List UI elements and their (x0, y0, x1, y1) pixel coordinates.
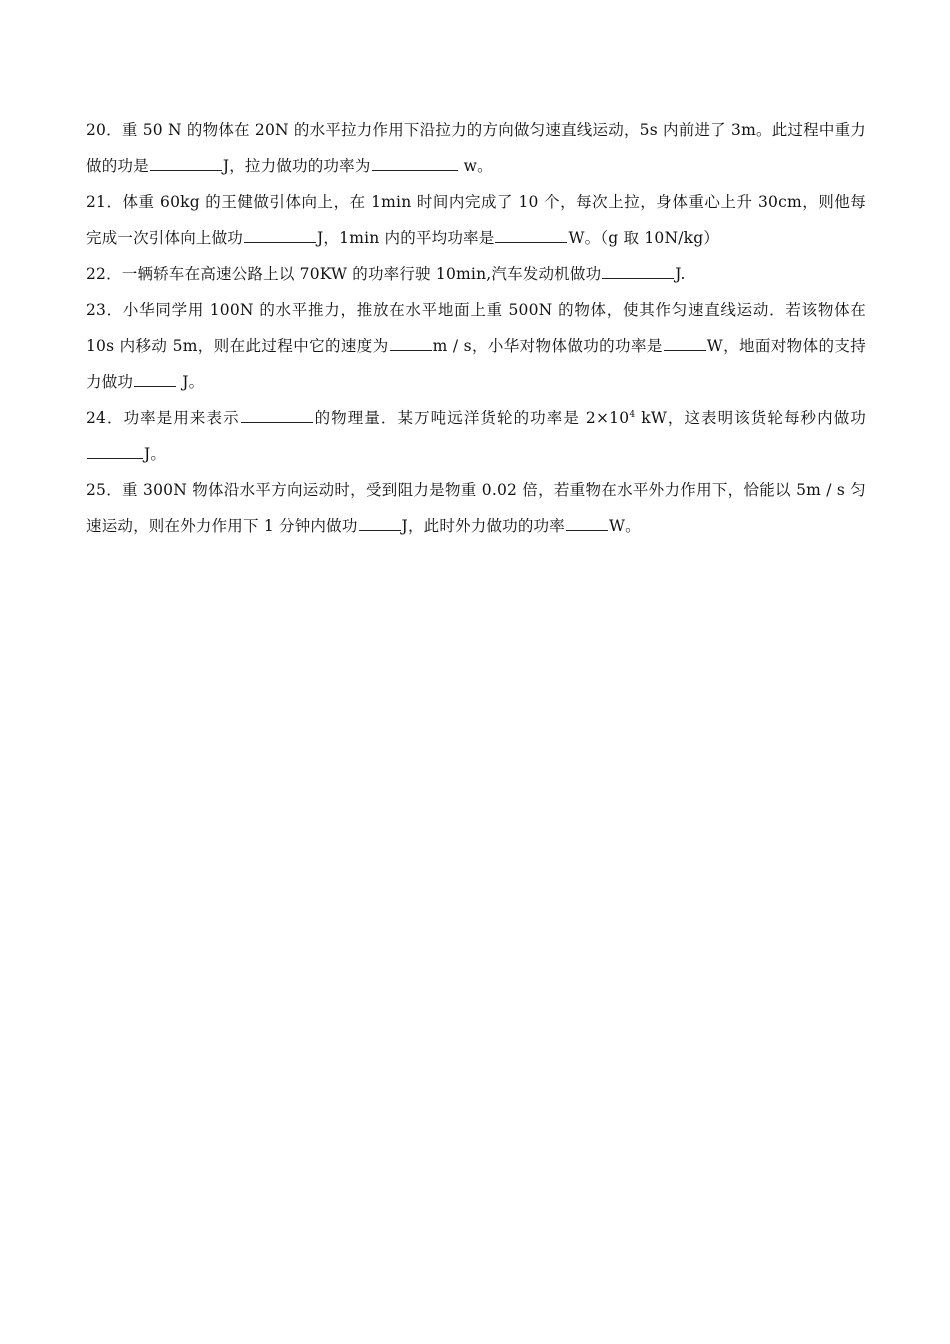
question-23-text-3: W，地面对物体的支持力做功 (86, 337, 866, 391)
question-25-text-1: 25．重 300N 物体沿水平方向运动时，受到阻力是物重 0.02 倍，若重物在水平外力作用下，恰能以 5m / s 匀速运动，则在外力作用下 1 分钟内做功 (86, 481, 866, 535)
answer-blank[interactable] (244, 228, 316, 243)
question-25-text-3: W。 (608, 517, 641, 535)
question-23-text-2: m / s，小华对物体做功的功率是 (432, 337, 663, 355)
question-20-text-2: J，拉力做功的功率为 (222, 157, 371, 175)
question-21-text-1: 21．体重 60kg 的王健做引体向上，在 1min 时间内完成了 10 个，每次上拉，身体重心上升 30cm，则他每完成一次引体向上做功 (86, 193, 866, 247)
question-24 (86, 400, 866, 472)
question-21-text-3: W。（g 取 10N/kg） (568, 229, 720, 247)
answer-blank[interactable] (150, 156, 222, 171)
question-20 (86, 112, 866, 184)
question-21 (86, 184, 866, 256)
question-21-text-2: J，1min 内的平均功率是 (317, 229, 495, 247)
question-25-text-2: J，此时外力做功的功率 (401, 517, 565, 535)
answer-blank[interactable] (241, 408, 313, 423)
question-24-exponent: 4 (629, 409, 636, 420)
question-22-text-1: 22．一辆轿车在高速公路上以 70KW 的功率行驶 10min,汽车发动机做功 (86, 265, 602, 283)
question-23 (86, 292, 866, 400)
question-20-text-1: 20．重 50 N 的物体在 20N 的水平拉力作用下沿拉力的方向做匀速直线运动，5s 内前进了 3m。此过程中重力做的功是 (86, 121, 866, 175)
question-24-text-1: 24．功率是用来表示 (86, 409, 240, 427)
question-22 (86, 256, 866, 292)
answer-blank[interactable] (602, 264, 674, 279)
question-22-text-2: J. (675, 265, 686, 283)
answer-blank[interactable] (87, 444, 143, 459)
question-23-text-1: 23．小华同学用 100N 的水平推力，推放在水平地面上重 500N 的物体，使其作匀速直线运动．若该物体在 10s 内移动 5m，则在此过程中它的速度为 (86, 301, 866, 355)
question-25 (86, 472, 866, 544)
answer-blank[interactable] (390, 336, 432, 351)
answer-blank[interactable] (664, 336, 706, 351)
question-24-text-4: J。 (144, 445, 167, 463)
answer-blank[interactable] (134, 372, 176, 387)
answer-blank[interactable] (372, 156, 458, 171)
answer-blank[interactable] (359, 516, 401, 531)
question-24-text-3: kW，这表明该货轮每秒内做功 (635, 409, 866, 427)
question-20-text-3: w。 (458, 157, 493, 175)
answer-blank[interactable] (566, 516, 608, 531)
question-23-text-4: J。 (177, 373, 205, 391)
question-list (86, 112, 866, 544)
answer-blank[interactable] (495, 228, 567, 243)
question-24-text-2: 的物理量．某万吨远洋货轮的功率是 2×10 (313, 409, 630, 427)
